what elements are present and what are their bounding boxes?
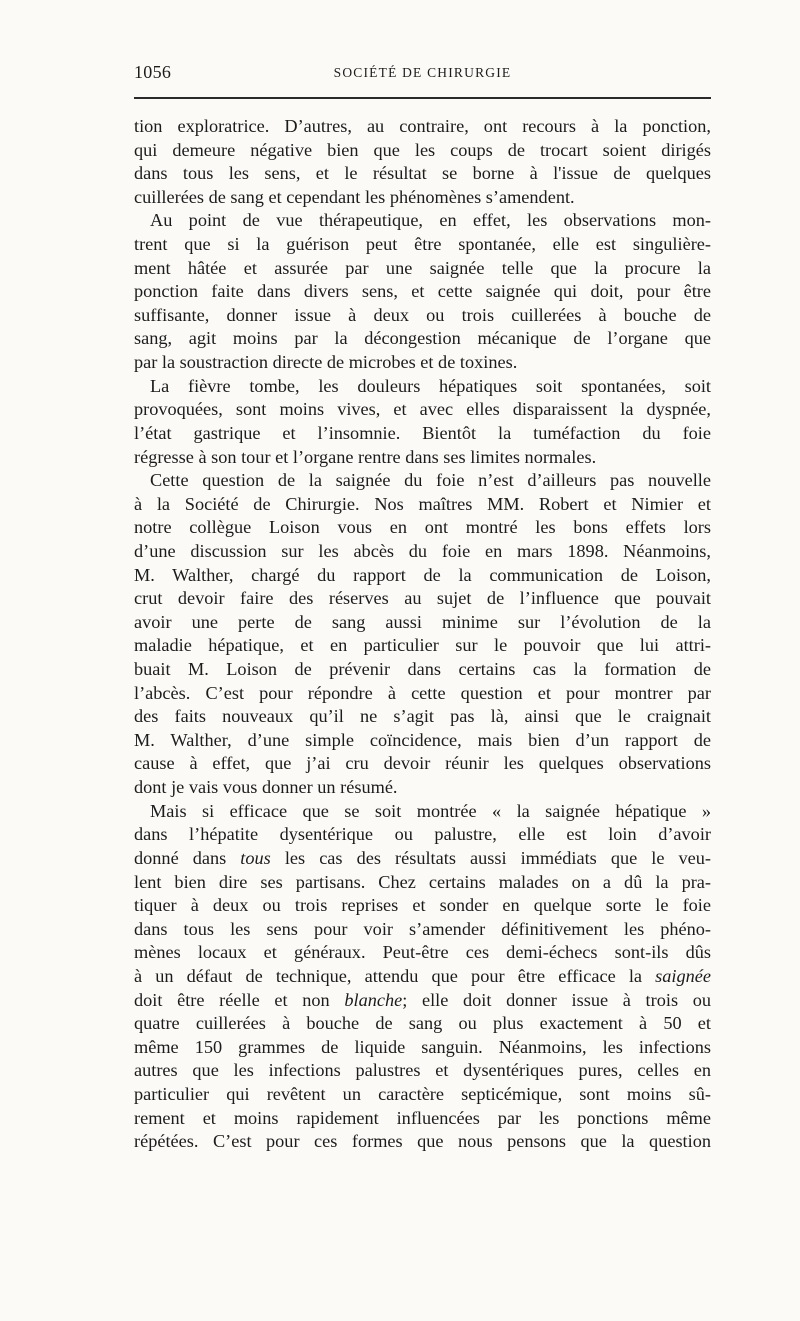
text-run: à un défaut de technique, attendu que pour être efficace la — [134, 965, 656, 986]
text-line: d’une discussion sur les abcès du foie en mars 1898. Néanmoins, — [134, 540, 711, 561]
italic-word: saignée — [655, 965, 711, 986]
text-line: Au point de vue thérapeutique, en effet, les observations mon- — [150, 210, 711, 231]
text-line: ment hâtée et assurée par une saignée telle que la procure la — [134, 257, 711, 278]
text-line: suffisante, donner issue à deux ou trois cuillerées à bouche de — [134, 304, 711, 325]
page-header — [134, 62, 711, 84]
text-line: M. Walther, d’une simple coïncidence, mais bien d’un rapport de — [134, 729, 711, 750]
italic-word: tous — [240, 847, 271, 868]
text-line — [134, 989, 711, 1013]
text-line: qui demeure négative bien que les coups de trocart soient dirigés — [134, 139, 711, 160]
text-line: particulier qui revêtent un caractère septicémique, sont moins sû- — [134, 1083, 711, 1104]
text-line: trent que si la guérison peut être spontanée, elle est singulière- — [134, 234, 711, 255]
text-line: avoir une perte de sang aussi minime sur l’évolution de la — [134, 611, 711, 632]
text-line: cause à effet, que j’ai cru devoir réunir les quelques observations — [134, 753, 711, 774]
text-line: ponction faite dans divers sens, et cette saignée qui doit, pour être — [134, 281, 711, 302]
body-text — [134, 115, 711, 1154]
text-line: provoquées, sont moins vives, et avec elles disparaissent la dyspnée, — [134, 399, 711, 420]
running-head: SOCIÉTÉ DE CHIRURGIE — [333, 65, 512, 80]
text-line: dans l’hépatite dysentérique ou palustre, elle est loin d’avoir — [134, 824, 711, 845]
text-line — [134, 965, 711, 989]
text-line: tion exploratrice. D’autres, au contraire, ont recours à la ponction, — [134, 116, 711, 136]
page-number: 1056 — [134, 62, 172, 82]
text-line: notre collègue Loison vous en ont montré les bons effets lors — [134, 517, 711, 538]
text-line: tiquer à deux ou trois reprises et sonder en quelque sorte le foie — [134, 895, 711, 916]
text-line: répétées. C’est pour ces formes que nous pensons que la question — [134, 1131, 711, 1152]
text-line: dans tous les sens, et le résultat se borne à l'issue de quelques — [134, 163, 711, 184]
italic-word: blanche — [344, 989, 403, 1010]
text-line: crut devoir faire des réserves au sujet de l’influence que pouvait — [134, 588, 711, 609]
text-run: doit être réelle et non — [134, 989, 345, 1010]
text-line: même 150 grammes de liquide sanguin. Néanmoins, les infections — [134, 1036, 711, 1057]
text-line: M. Walther, chargé du rapport de la communication de Loison, — [134, 564, 711, 585]
text-line: autres que les infections palustres et dysentériques pures, celles en — [134, 1060, 711, 1081]
text-line: quatre cuillerées à bouche de sang ou plus exactement à 50 et — [134, 1013, 711, 1034]
text-line: à la Société de Chirurgie. Nos maîtres MM. Robert et Nimier et — [134, 493, 711, 514]
text-line: l’état gastrique et l’insomnie. Bientôt la tuméfaction du foie — [134, 422, 711, 443]
text-line: lent bien dire ses partisans. Chez certains malades on a dû la pra- — [134, 871, 711, 892]
text-line: Cette question de la saignée du foie n’est d’ailleurs pas nouvelle — [150, 470, 711, 491]
text-run: ; elle doit donner issue à trois ou — [402, 989, 711, 1010]
text-line: régresse à son tour et l’organe rentre dans ses limites normales. — [134, 446, 597, 467]
text-line: La fièvre tombe, les douleurs hépatiques soit spontanées, soit — [150, 375, 711, 396]
text-line: rement et moins rapidement influencées par les ponctions même — [134, 1107, 711, 1128]
header-rule — [134, 97, 711, 99]
text-line: l’abcès. C’est pour répondre à cette question et pour montrer par — [134, 682, 711, 703]
text-line: cuillerées de sang et cependant les phénomènes s’amendent. — [134, 186, 575, 207]
text-line: par la soustraction directe de microbes et de toxines. — [134, 352, 518, 373]
text-line: buait M. Loison de prévenir dans certains cas la formation de — [134, 659, 711, 680]
text-run: les cas des résultats aussi immédiats que le veu- — [270, 847, 711, 868]
text-line: mènes locaux et généraux. Peut-être ces demi-échecs sont-ils dûs — [134, 942, 711, 963]
text-run: donné dans — [134, 847, 241, 868]
text-line: dans tous les sens pour voir s’amender définitivement les phéno- — [134, 918, 711, 939]
text-line: des faits nouveaux qu’il ne s’agit pas là, ainsi que le craignait — [134, 706, 711, 727]
text-line: maladie hépatique, et en particulier sur le pouvoir que lui attri- — [134, 635, 711, 656]
text-line: Mais si efficace que se soit montrée « la saignée hépatique » — [150, 800, 711, 821]
text-line — [134, 847, 711, 871]
text-line: sang, agit moins par la décongestion mécanique de l’organe que — [134, 328, 711, 349]
text-line: dont je vais vous donner un résumé. — [134, 777, 398, 798]
